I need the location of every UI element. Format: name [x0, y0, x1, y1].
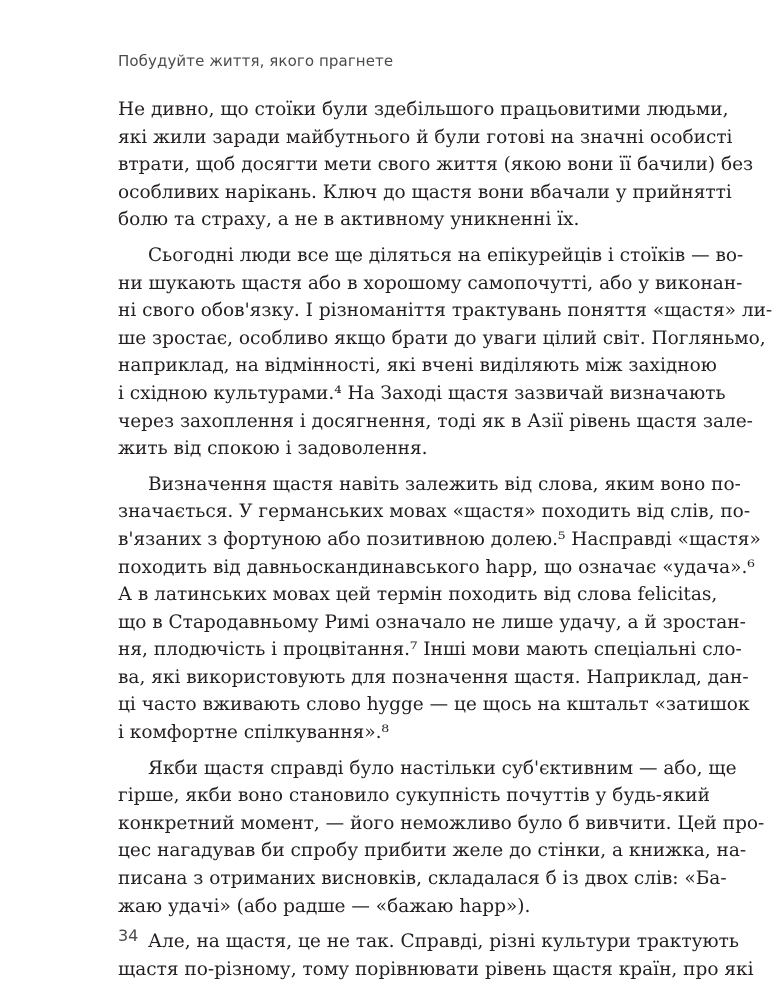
text-line: конкретний момент, — його неможливо було б вивчити. Цей про-	[118, 812, 765, 834]
text-line: писана з отриманих висновків, складалася б із двох слів: «Ба-	[118, 868, 727, 890]
text-line: ні свого обов'язку. І різноманіття трактувань поняття «щастя» ли-	[118, 300, 772, 322]
text-line: походить від давньоскандинавського happ, що означає «удача».⁶	[118, 556, 755, 578]
body-text	[118, 96, 772, 983]
text-line: Але, на щастя, це не так. Справді, різні культури трактують	[148, 931, 739, 953]
page-number: 34	[118, 926, 139, 945]
text-line: Сьогодні люди все ще діляться на епікурейців і стоїків — во-	[148, 244, 744, 266]
text-line: що в Стародавньому Римі означало не лише удачу, а й зростан-	[118, 611, 746, 633]
running-header: Побудуйте життя, якого прагнете	[118, 52, 394, 70]
text-line: Не дивно, що стоїки були здебільшого працьовитими людьми,	[118, 99, 729, 120]
text-line: втрати, щоб досягти мети свого життя (якою вони її бачили) без	[118, 154, 754, 176]
text-line: значається. У германських мовах «щастя» походить від слів, по-	[118, 501, 751, 523]
text-line: А в латинських мовах цей термін походить від слова felicitas,	[118, 584, 718, 606]
text-line: ше зростає, особливо якщо брати до уваги цілий світ. Погляньмо,	[118, 327, 766, 349]
text-line: ня, плодючість і процвітання.⁷ Інші мови мають спеціальні сло-	[118, 639, 742, 661]
text-line: жаю удачі» (або радше — «бажаю happ»).	[118, 895, 531, 917]
text-line: в'язаних з фортуною або позитивною долею.⁵ Насправді «щастя»	[118, 528, 761, 550]
text-line: болю та страху, а не в активному уникненні їх.	[118, 209, 580, 231]
text-line: ни шукають щастя або в хорошому самопочутті, або у виконан-	[118, 272, 743, 294]
text-line: Визначення щастя навіть залежить від слова, яким воно по-	[148, 473, 741, 495]
text-line: через захоплення і досягнення, тоді як в Азії рівень щастя зале-	[118, 410, 753, 432]
text-line: ва, які використовують для позначення щастя. Наприклад, дан-	[118, 666, 749, 688]
text-line: цес нагадував би спробу прибити желе до стінки, а книжка, на-	[118, 840, 747, 862]
text-line: наприклад, на відмінності, які вчені виділяють між західною	[118, 355, 717, 377]
text-line: і комфортне спілкування».⁸	[118, 722, 389, 744]
text-line: особливих нарікань. Ключ до щастя вони вбачали у прийнятті	[118, 181, 732, 203]
text-line: щастя по-різному, тому порівнювати рівень щастя країн, про які	[118, 958, 754, 980]
text-line: які жили заради майбутнього й були готові на значні особисті	[118, 126, 733, 148]
text-line: і східною культурами.⁴ На Заході щастя зазвичай визначають	[118, 382, 726, 404]
text-line: жить від спокою і задоволення.	[118, 438, 428, 460]
text-line: Якби щастя справді було настільки суб'єктивним — або, ще	[148, 757, 737, 779]
text-line: ці часто вживають слово hygge — це щось на кштальт «затишок	[118, 694, 750, 716]
text-line: гірше, якби воно становило сукупність почуттів у будь-який	[118, 785, 710, 807]
